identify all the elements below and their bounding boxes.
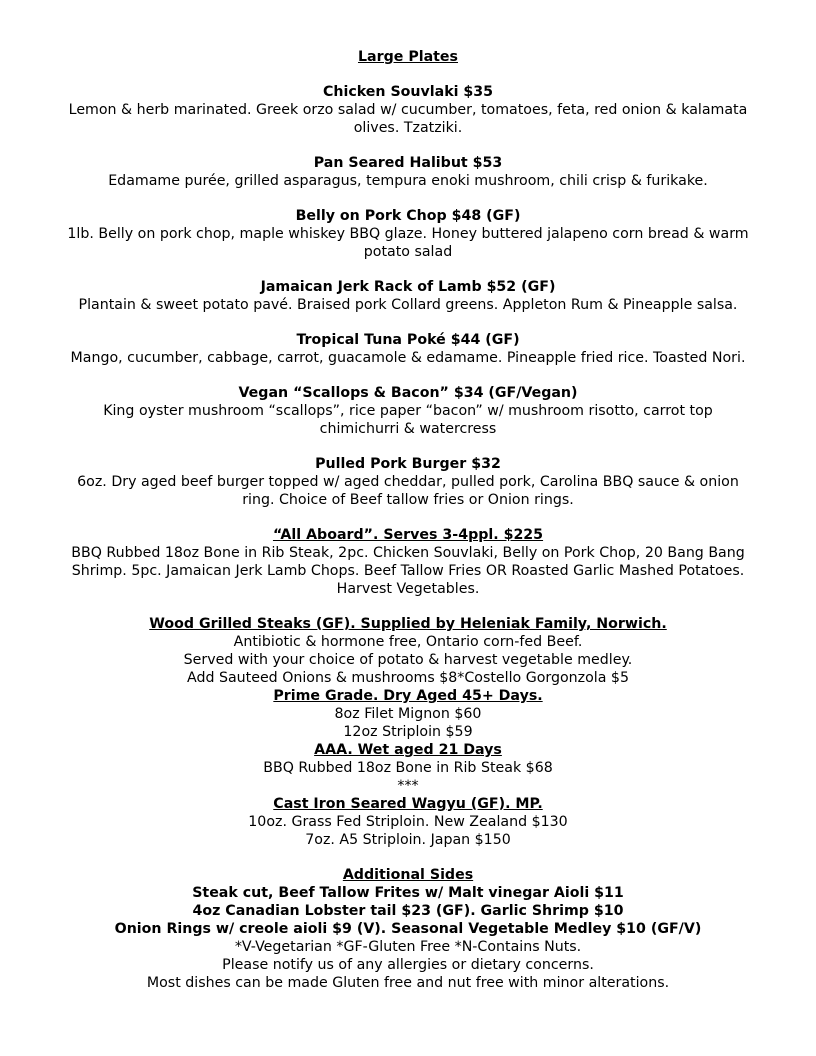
steak-item: BBQ Rubbed 18oz Bone in Rib Steak $68 bbox=[263, 760, 553, 776]
prime-grade-title: Prime Grade. Dry Aged 45+ Days. bbox=[273, 688, 543, 704]
dish-description: King oyster mushroom “scallops”, rice paper “bacon” w/ mushroom risotto, carrot top chimichurri & watercress bbox=[103, 403, 713, 437]
steaks-info-line: Add Sauteed Onions & mushrooms $8*Costello Gorgonzola $5 bbox=[186, 670, 629, 686]
steak-item: 8oz Filet Mignon $60 bbox=[334, 706, 482, 722]
gluten-free-note: Most dishes can be made Gluten free and nut free with minor alterations. bbox=[146, 975, 670, 991]
dish-name: Tropical Tuna Poké $44 (GF) bbox=[296, 332, 520, 348]
sides-title: Additional Sides bbox=[342, 867, 474, 883]
dish-description: Mango, cucumber, cabbage, carrot, guacamole & edamame. Pineapple fried rice. Toasted Nori. bbox=[70, 350, 746, 366]
dish-name: Belly on Pork Chop $48 (GF) bbox=[295, 208, 521, 224]
side-item: Steak cut, Beef Tallow Frites w/ Malt vinegar Aioli $11 bbox=[192, 885, 624, 901]
dietary-legend: *V-Vegetarian *GF-Gluten Free *N-Contains Nuts. bbox=[234, 939, 582, 955]
wagyu-item: 10oz. Grass Fed Striploin. New Zealand $130 bbox=[248, 814, 568, 830]
section-title-large-plates: Large Plates bbox=[357, 49, 458, 65]
dish-description: Edamame purée, grilled asparagus, tempura enoki mushroom, chili crisp & furikake. bbox=[108, 173, 708, 189]
side-item: Onion Rings w/ creole aioli $9 (V). Seasonal Vegetable Medley $10 (GF/V) bbox=[114, 921, 702, 937]
dish-name: Jamaican Jerk Rack of Lamb $52 (GF) bbox=[260, 279, 556, 295]
wagyu-title: Cast Iron Seared Wagyu (GF). MP. bbox=[273, 796, 543, 812]
dish-description: 6oz. Dry aged beef burger topped w/ aged cheddar, pulled pork, Carolina BBQ sauce & onion ring. Choice of Beef tallow fries or Onion rings. bbox=[77, 474, 739, 508]
dish-description: Plantain & sweet potato pavé. Braised pork Collard greens. Appleton Rum & Pineapple salsa. bbox=[78, 297, 738, 313]
steaks-title: Wood Grilled Steaks (GF). Supplied by Heleniak Family, Norwich. bbox=[149, 616, 667, 632]
aaa-grade-title: AAA. Wet aged 21 Days bbox=[314, 742, 502, 758]
wagyu-item: 7oz. A5 Striploin. Japan $150 bbox=[305, 832, 511, 848]
allergy-note: Please notify us of any allergies or dietary concerns. bbox=[222, 957, 594, 973]
menu-page bbox=[0, 48, 816, 992]
dish-name: Pulled Pork Burger $32 bbox=[315, 456, 501, 472]
dish-name: Chicken Souvlaki $35 bbox=[322, 84, 494, 100]
steaks-info-line: Antibiotic & hormone free, Ontario corn-fed Beef. bbox=[233, 634, 583, 650]
dish-description: Lemon & herb marinated. Greek orzo salad w/ cucumber, tomatoes, feta, red onion & kalamata olives. Tzatziki. bbox=[68, 102, 748, 136]
steak-item: 12oz Striploin $59 bbox=[343, 724, 473, 740]
separator-stars: *** bbox=[397, 778, 419, 794]
steaks-info-line: Served with your choice of potato & harvest vegetable medley. bbox=[183, 652, 633, 668]
dish-description: 1lb. Belly on pork chop, maple whiskey BBQ glaze. Honey buttered jalapeno corn bread & warm potato salad bbox=[67, 226, 749, 260]
dish-name: Pan Seared Halibut $53 bbox=[313, 155, 503, 171]
all-aboard-title: “All Aboard”. Serves 3-4ppl. $225 bbox=[272, 527, 544, 543]
all-aboard-description: BBQ Rubbed 18oz Bone in Rib Steak, 2pc. Chicken Souvlaki, Belly on Pork Chop, 20 Bang Bang Shrimp. 5pc. Jamaican Jerk Lamb Chops. Beef Tallow Fries OR Roasted Garlic Mashed Potatoes. Harvest Vegetables. bbox=[71, 545, 745, 597]
dish-name: Vegan “Scallops & Bacon” $34 (GF/Vegan) bbox=[238, 385, 578, 401]
side-item: 4oz Canadian Lobster tail $23 (GF). Garlic Shrimp $10 bbox=[192, 903, 624, 919]
